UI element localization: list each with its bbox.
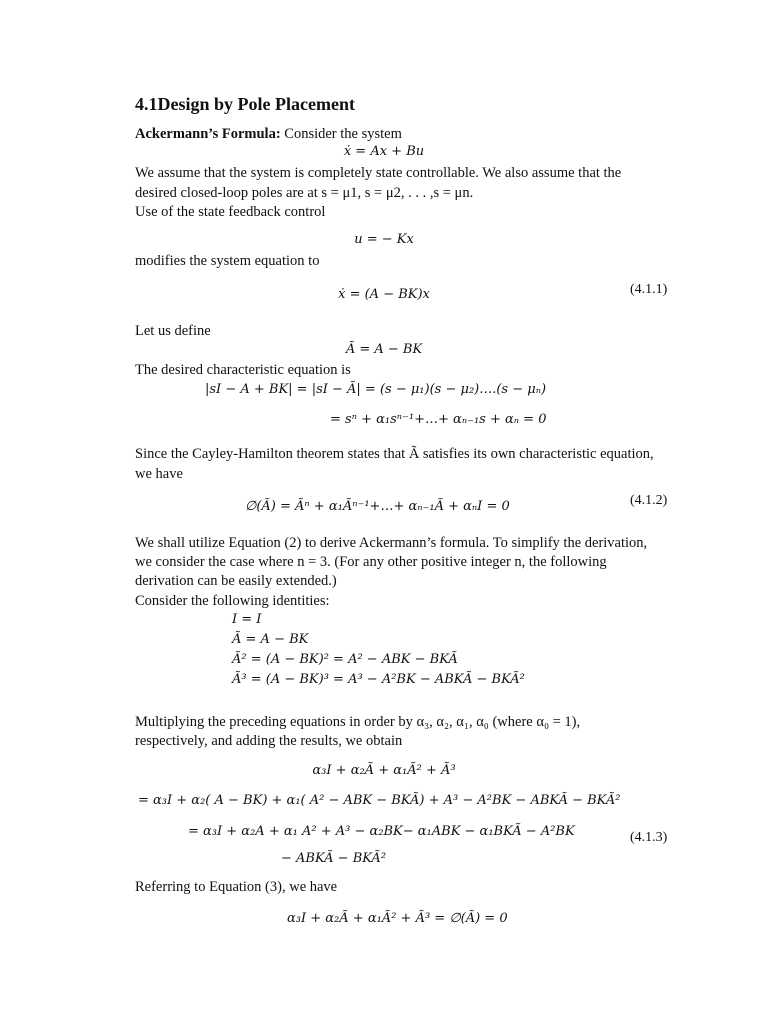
paragraph-assume-2: desired closed-loop poles are at s = μ1, s = μ2, . . . ,s = μn. (135, 185, 474, 201)
equation-number-4-1-2: (4.1.2) (630, 493, 668, 508)
paragraph-assume-1: We assume that the system is completely state controllable. We also assume that the (135, 165, 622, 181)
paragraph-multiply-1: Multiplying the preceding equations in order by α₃, α₂, α₁, α₀ (where α₀ = 1), (135, 714, 581, 730)
paragraph-utilize-3: derivation can be easily extended.) (135, 573, 337, 589)
final-equation: α₃I + α₂Ã + α₁Ã² + Ã³ = ∅(Ã) = 0 (287, 911, 508, 926)
sum-lhs: α₃I + α₂Ã + α₁Ã² + Ã³ (312, 763, 456, 778)
paragraph-referring: Referring to Equation (3), we have (135, 879, 338, 895)
identity-3: Ã² = (A − BK)² = A² − ABK − BKÃ (232, 652, 458, 667)
paragraph-desired-char: The desired characteristic equation is (135, 362, 351, 378)
control-equation: u = − Kx (354, 232, 414, 247)
equation-number-4-1-3: (4.1.3) (630, 830, 668, 845)
intro-line (135, 124, 402, 144)
closed-loop-equation: ẋ = (A − BK)x (338, 287, 430, 302)
paragraph-utilize-1: We shall utilize Equation (2) to derive Ackermann’s formula. To simplify the derivation, (135, 535, 648, 551)
identity-1: I = I (232, 612, 262, 627)
paragraph-modifies: modifies the system equation to (135, 253, 320, 269)
sum-rhs-line-1: = α₃I + α₂( A − BK) + α₁( A² − ABK − BKÃ) + A³ − A²BK − ABKÃ − BKÃ² (138, 793, 621, 808)
identity-2: Ã = A − BK (232, 632, 309, 647)
identity-4: Ã³ = (A − BK)³ = A³ − A²BK − ABKÃ − BKÃ² (232, 672, 525, 687)
formula-label: Ackermann’s Formula: (135, 126, 281, 142)
paragraph-use-feedback: Use of the state feedback control (135, 204, 326, 220)
sum-rhs-line-2: = α₃I + α₂A + α₁ A² + A³ − α₂BK− α₁ABK − α₁BKÃ − A²BK (188, 824, 575, 839)
equation-number-4-1-1: (4.1.1) (630, 282, 668, 297)
define-equation: Ã = A − BK (345, 342, 423, 357)
paragraph-identities: Consider the following identities: (135, 593, 330, 609)
paragraph-cayley-2: we have (135, 466, 183, 482)
section-title: 4.1Design by Pole Placement (135, 94, 355, 114)
char-equation-line-1: |sI − A + BK| = |sI − Ã| = (s − μ₁)(s − μ₂)….(s − μₙ) (205, 382, 547, 397)
paragraph-utilize-2: we consider the case where n = 3. (For any other positive integer n, the following (135, 554, 607, 570)
intro-text: Consider the system (280, 126, 402, 142)
paragraph-let-define: Let us define (135, 323, 211, 339)
paragraph-cayley-1: Since the Cayley-Hamilton theorem states that Ã satisfies its own characteristic equation, (135, 446, 654, 462)
paragraph-multiply-2: respectively, and adding the results, we obtain (135, 733, 403, 749)
system-equation: ẋ = Ax + Bu (343, 144, 425, 159)
phi-equation: ∅(Ã) = Ãⁿ + α₁Ãⁿ⁻¹+…+ αₙ₋₁Ã + αₙI = 0 (245, 499, 510, 514)
sum-rhs-line-3: − ABKÃ − BKÃ² (281, 851, 387, 866)
char-equation-line-2: = sⁿ + α₁sⁿ⁻¹+…+ αₙ₋₁s + αₙ = 0 (330, 412, 547, 427)
